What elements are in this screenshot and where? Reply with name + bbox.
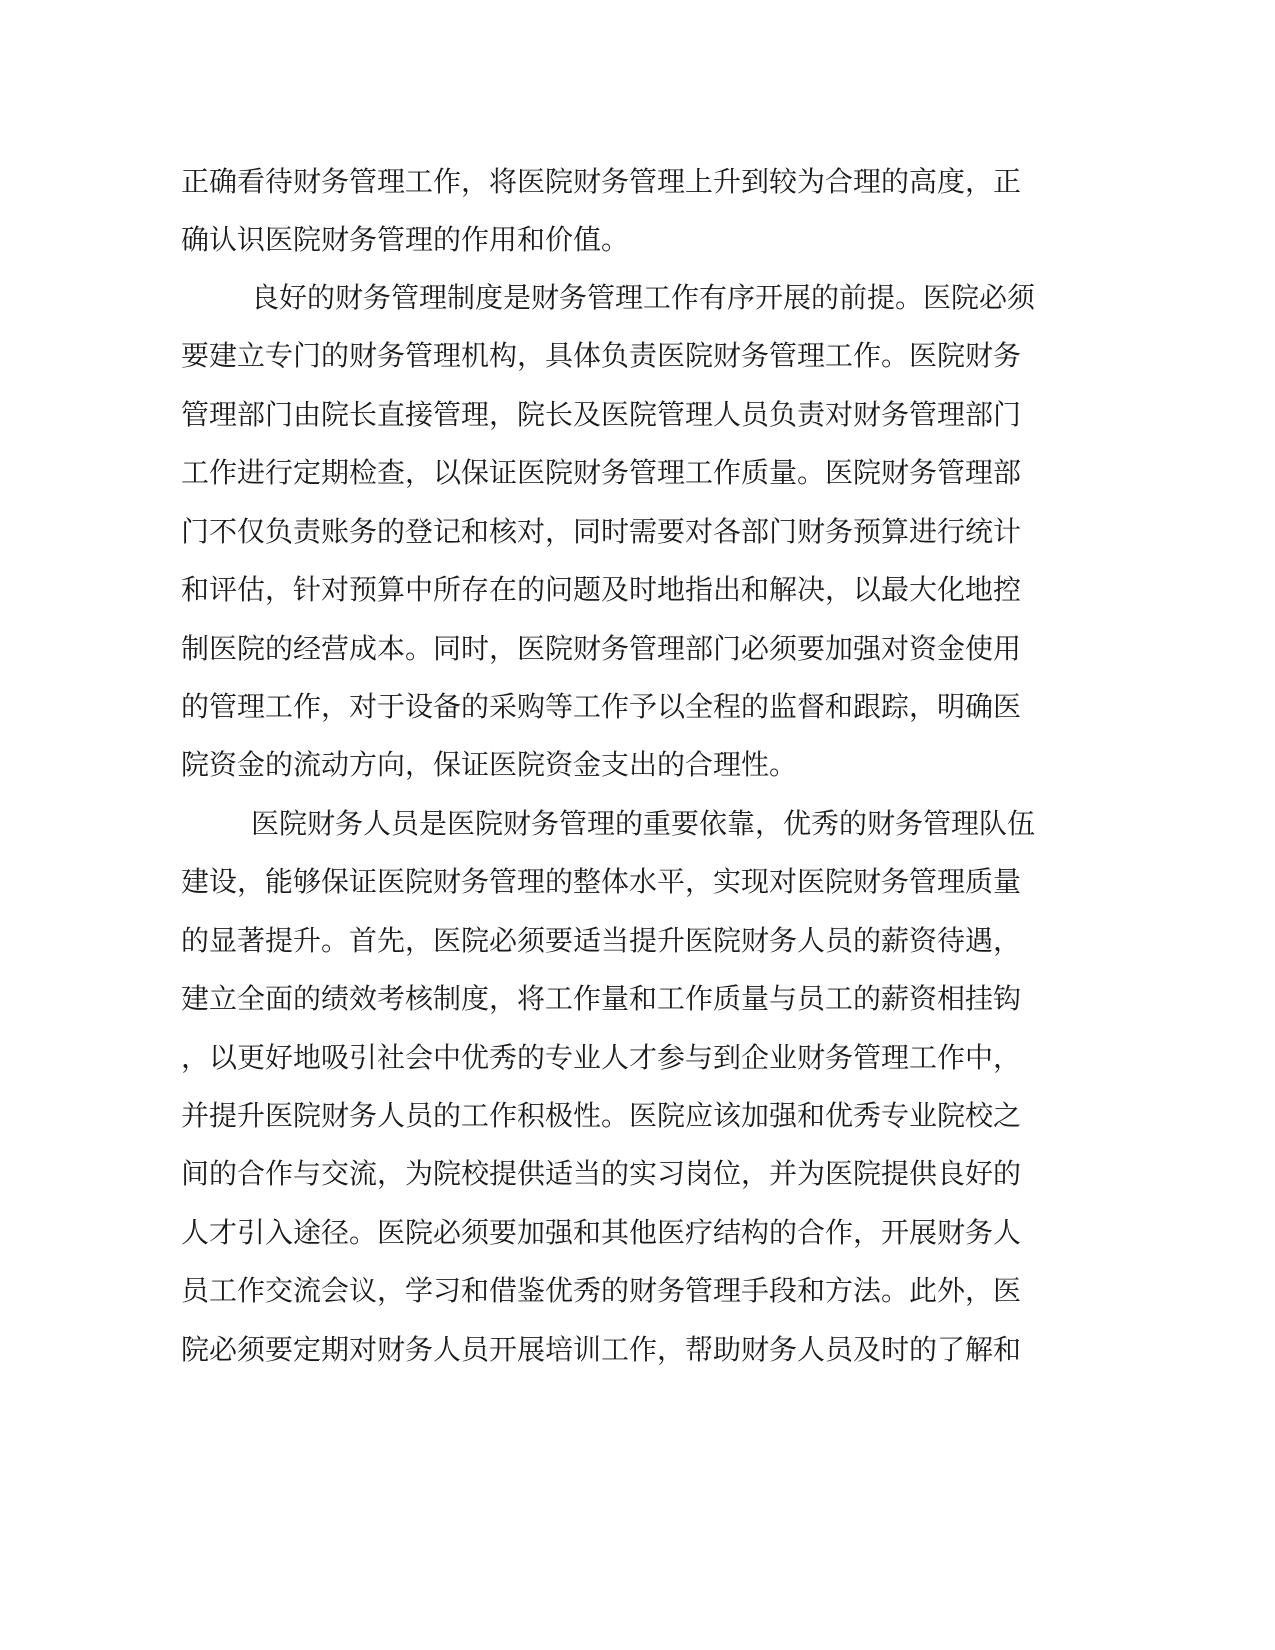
text-line: 的管理工作，对于设备的采购等工作予以全程的监督和跟踪，明确医	[181, 690, 1022, 723]
text-line: 要建立专门的财务管理机构，具体负责医院财务管理工作。医院财务	[181, 339, 1022, 372]
text-line: 建立全面的绩效考核制度，将工作量和工作质量与员工的薪资相挂钩	[181, 982, 1022, 1015]
text-line: 良好的财务管理制度是财务管理工作有序开展的前提。医院必须	[251, 281, 1036, 314]
text-line: 医院财务人员是医院财务管理的重要依靠，优秀的财务管理队伍	[251, 807, 1036, 840]
text-line: 和评估，针对预算中所存在的问题及时地指出和解决，以最大化地控	[181, 573, 1022, 606]
text-line: 院资金的流动方向，保证医院资金支出的合理性。	[181, 748, 798, 781]
text-line: ，以更好地吸引社会中优秀的专业人才参与到企业财务管理工作中，	[181, 1041, 1022, 1074]
text-line: 制医院的经营成本。同时，医院财务管理部门必须要加强对资金使用	[181, 632, 1022, 665]
text-line: 院必须要定期对财务人员开展培训工作，帮助财务人员及时的了解和	[181, 1333, 1022, 1366]
text-line: 员工作交流会议，学习和借鉴优秀的财务管理手段和方法。此外，医	[181, 1274, 1022, 1307]
text-line: 工作进行定期检查，以保证医院财务管理工作质量。医院财务管理部	[181, 456, 1022, 489]
text-line: 的显著提升。首先，医院必须要适当提升医院财务人员的薪资待遇，	[181, 924, 1022, 957]
text-line: 建设，能够保证医院财务管理的整体水平，实现对医院财务管理质量	[181, 865, 1022, 898]
text-line: 确认识医院财务管理的作用和价值。	[181, 223, 630, 256]
text-line: 门不仅负责账务的登记和核对，同时需要对各部门财务预算进行统计	[181, 515, 1022, 548]
text-line: 并提升医院财务人员的工作积极性。医院应该加强和优秀专业院校之	[181, 1099, 1022, 1132]
text-line: 间的合作与交流，为院校提供适当的实习岗位，并为医院提供良好的	[181, 1157, 1022, 1190]
text-line: 正确看待财务管理工作，将医院财务管理上升到较为合理的高度，正	[181, 165, 1022, 198]
text-line: 管理部门由院长直接管理，院长及医院管理人员负责对财务管理部门	[181, 398, 1022, 431]
text-line: 人才引入途径。医院必须要加强和其他医疗结构的合作，开展财务人	[181, 1216, 1022, 1249]
